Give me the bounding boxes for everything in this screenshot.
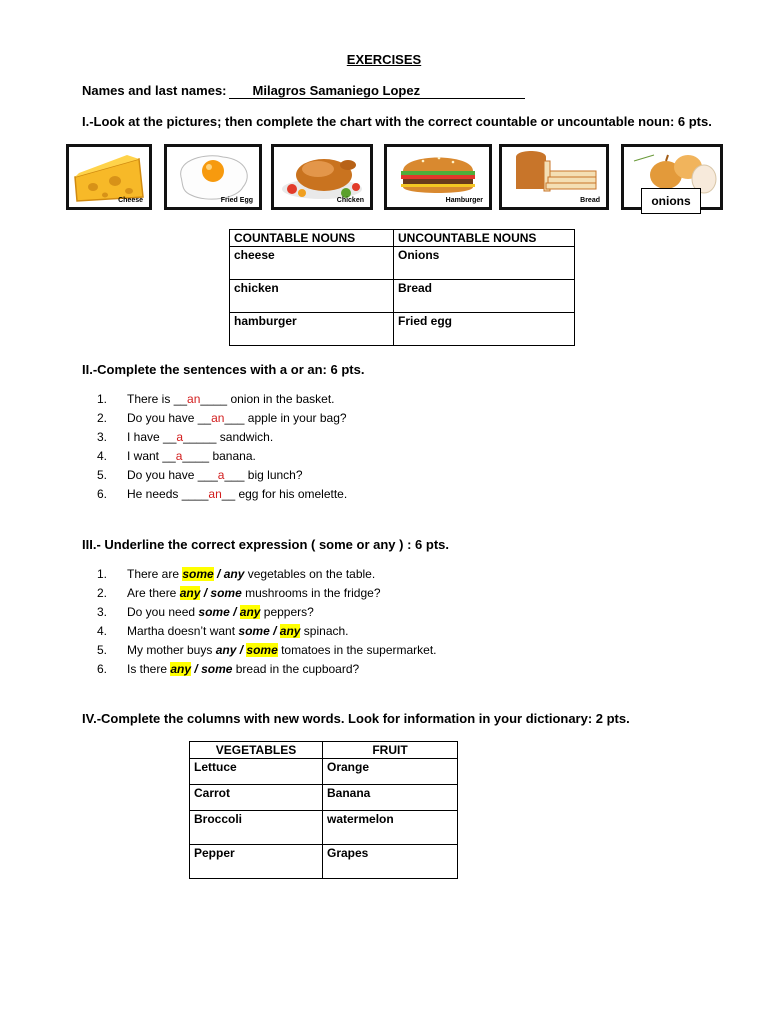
countable-header: COUNTABLE NOUNS [230, 230, 394, 247]
option-a: some [182, 567, 214, 581]
fruit-header: FRUIT [323, 742, 458, 759]
list-item: 5. Do you have ___a___ big lunch? [96, 468, 303, 482]
nouns-table [229, 229, 575, 346]
vegetables-fruit-table [189, 741, 458, 879]
bread-caption: Bread [580, 197, 600, 204]
table-cell: hamburger [230, 313, 394, 346]
section-1-heading: I.-Look at the pictures; then complete the chart with the correct countable or uncountable noun: 6 pts. [82, 114, 712, 129]
answer: an [211, 411, 225, 425]
student-name: Milagros Samaniego Lopez [229, 83, 525, 99]
option-b: some [210, 586, 242, 600]
option-b: some [201, 662, 233, 676]
list-item: 5. My mother buys any / some tomatoes in the supermarket. [96, 643, 437, 657]
hamburger-picture [384, 144, 492, 210]
names-line [82, 83, 525, 99]
option-a: any [215, 643, 237, 657]
a-an-list [82, 390, 347, 504]
answer: a [175, 449, 183, 463]
answer: an [187, 392, 201, 406]
table-cell: Pepper [190, 845, 323, 879]
page-title: EXERCISES [346, 52, 422, 67]
table-cell: Bread [394, 280, 575, 313]
answer: a [176, 430, 184, 444]
bread-picture [499, 144, 609, 210]
names-label: Names and last names: [82, 83, 227, 98]
section-4-heading: IV.-Complete the columns with new words. Look for information in your dictionary: 2 pts. [82, 711, 630, 726]
cheese-caption: Cheese [118, 197, 143, 204]
option-b: some [246, 643, 278, 657]
option-b: any [223, 567, 245, 581]
picture-strip [66, 144, 726, 214]
chicken-picture [271, 144, 373, 210]
table-cell: chicken [230, 280, 394, 313]
list-item: 4. I want __a____ banana. [96, 449, 256, 463]
table-row [190, 759, 458, 785]
hamburger-caption: Hamburger [445, 197, 483, 204]
answer: a [217, 468, 225, 482]
option-b: any [279, 624, 301, 638]
table-row [230, 247, 575, 280]
table-cell: watermelon [323, 811, 458, 845]
section-3-heading: III.- Underline the correct expression ( some or any ) : 6 pts. [82, 537, 449, 552]
chicken-caption: Chicken [336, 197, 364, 204]
fried-egg-picture [164, 144, 262, 210]
list-item: 6. Is there any / some bread in the cupboard? [96, 662, 360, 676]
list-item: 1. There are some / any vegetables on the table. [96, 567, 376, 581]
table-row [190, 811, 458, 845]
list-item: 1. There is __an____ onion in the basket. [96, 392, 335, 406]
table-cell: Grapes [323, 845, 458, 879]
table-row [230, 280, 575, 313]
cheese-picture [66, 144, 152, 210]
list-item: 3. I have __a_____ sandwich. [96, 430, 274, 444]
onions-caption: onions [641, 188, 701, 214]
table-row [230, 313, 575, 346]
table-cell: Orange [323, 759, 458, 785]
table-row [190, 845, 458, 879]
table-cell: Lettuce [190, 759, 323, 785]
table-row [190, 785, 458, 811]
uncountable-header: UNCOUNTABLE NOUNS [394, 230, 575, 247]
list-item: 4. Martha doesn’t want some / any spinach. [96, 624, 349, 638]
answer: an [208, 487, 222, 501]
table-cell: Fried egg [394, 313, 575, 346]
section-2-heading: II.-Complete the sentences with a or an: 6 pts. [82, 362, 365, 377]
table-cell: Carrot [190, 785, 323, 811]
table-cell: Banana [323, 785, 458, 811]
list-item: 6. He needs ____an__ egg for his omelette. [96, 487, 348, 501]
table-cell: Broccoli [190, 811, 323, 845]
some-any-list [82, 565, 437, 679]
vegetables-header: VEGETABLES [190, 742, 323, 759]
option-a: any [179, 586, 201, 600]
option-a: some [238, 624, 270, 638]
fried-egg-caption: Fried Egg [220, 197, 253, 204]
list-item: 2. Are there any / some mushrooms in the fridge? [96, 586, 381, 600]
list-item: 3. Do you need some / any peppers? [96, 605, 314, 619]
list-item: 2. Do you have __an___ apple in your bag? [96, 411, 347, 425]
option-b: any [239, 605, 261, 619]
table-cell: cheese [230, 247, 394, 280]
option-a: some [198, 605, 230, 619]
table-cell: Onions [394, 247, 575, 280]
option-a: any [170, 662, 192, 676]
